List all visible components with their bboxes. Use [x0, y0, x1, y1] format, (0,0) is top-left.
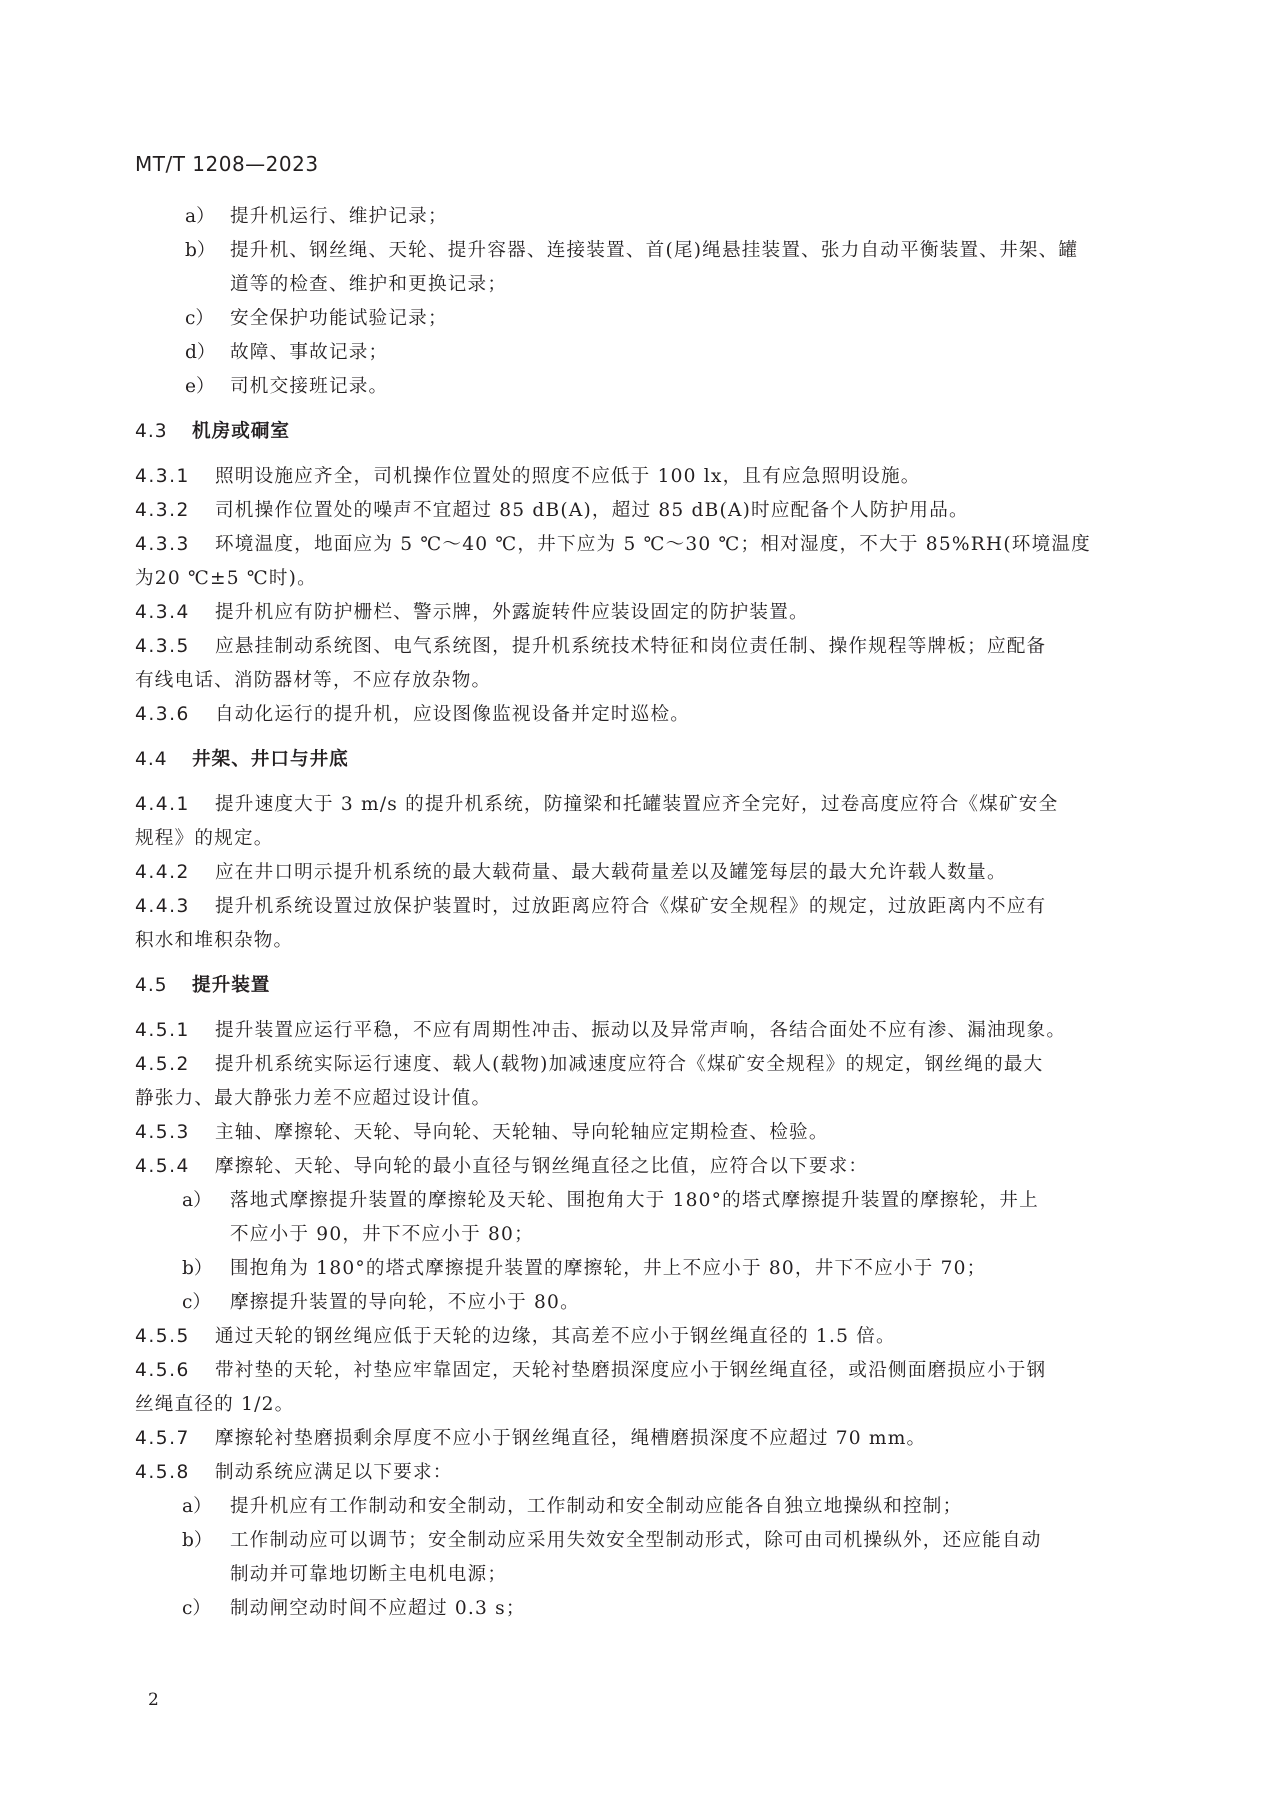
clause-text: 应悬挂制动系统图、电气系统图，提升机系统技术特征和岗位责任制、操作规程等牌板；应配备 — [215, 636, 1047, 657]
document-body — [135, 200, 1135, 1626]
list-text: 摩擦提升装置的导向轮，不应小于 80。 — [230, 1292, 580, 1313]
section-number: 4.5 — [135, 975, 168, 996]
clause-text: 提升机应有防护栅栏、警示牌，外露旋转件应装设固定的防护装置。 — [215, 602, 809, 623]
list-text: 落地式摩擦提升装置的摩擦轮及天轮、围抱角大于 180°的塔式摩擦提升装置的摩擦轮，井上 — [230, 1190, 1039, 1211]
section-title: 机房或硐室 — [192, 421, 290, 442]
clause-number: 4.5.6 — [135, 1360, 190, 1381]
section-heading — [135, 969, 1135, 1003]
list-label: a） — [182, 1496, 212, 1517]
list-item — [135, 200, 1135, 234]
clause — [135, 1116, 1135, 1150]
list-item — [135, 302, 1135, 336]
clause-text: 提升装置应运行平稳，不应有周期性冲击、振动以及异常声响，各结合面处不应有渗、漏油现象。 — [215, 1020, 1067, 1041]
clause-number: 4.3.1 — [135, 466, 190, 487]
list-text: 司机交接班记录。 — [230, 376, 389, 397]
standard-code-header: MT/T 1208—2023 — [135, 152, 319, 176]
clause-text: 环境温度，地面应为 5 ℃～40 ℃，井下应为 5 ℃～30 ℃；相对湿度，不大于 85%RH(环境温度 — [215, 534, 1091, 555]
clause-text: 应在井口明示提升机系统的最大载荷量、最大载荷量差以及罐笼每层的最大允许载人数量。 — [215, 862, 1007, 883]
clause-continuation: 丝绳直径的 1/2。 — [135, 1394, 295, 1415]
list-label: b） — [182, 1258, 213, 1279]
list-item — [135, 1490, 1135, 1524]
clause-text: 通过天轮的钢丝绳应低于天轮的边缘，其高差不应小于钢丝绳直径的 1.5 倍。 — [215, 1326, 896, 1347]
section-heading — [135, 743, 1135, 777]
clause — [135, 1150, 1135, 1184]
section-number: 4.4 — [135, 749, 168, 770]
list-text: 制动闸空动时间不应超过 0.3 s； — [230, 1598, 526, 1619]
clause-text: 提升机系统实际运行速度、载人(载物)加减速度应符合《煤矿安全规程》的规定，钢丝绳的最大 — [215, 1054, 1044, 1075]
list-text: 提升机运行、维护记录； — [230, 206, 448, 227]
list-item — [135, 336, 1135, 370]
clause-number: 4.3.2 — [135, 500, 190, 521]
list-text: 提升机、钢丝绳、天轮、提升容器、连接装置、首(尾)绳悬挂装置、张力自动平衡装置、井架、罐 — [230, 240, 1079, 261]
list-label: e） — [185, 376, 215, 397]
clause-continuation: 规程》的规定。 — [135, 828, 274, 849]
list-item — [135, 1592, 1135, 1626]
clause-number: 4.3.4 — [135, 602, 190, 623]
list-item-continuation: 道等的检查、维护和更换记录； — [230, 274, 508, 295]
clause — [135, 698, 1135, 732]
clause-text: 摩擦轮衬垫磨损剩余厚度不应小于钢丝绳直径，绳槽磨损深度不应超过 70 mm。 — [215, 1428, 927, 1449]
clause-text: 提升机系统设置过放保护装置时，过放距离应符合《煤矿安全规程》的规定，过放距离内不应有 — [215, 896, 1047, 917]
list-label: c） — [182, 1292, 212, 1313]
clause — [135, 1422, 1135, 1456]
list-item-continuation: 制动并可靠地切断主电机电源； — [230, 1564, 508, 1585]
clause — [135, 890, 1135, 924]
clause — [135, 856, 1135, 890]
list-item-continuation: 不应小于 90，井下不应小于 80； — [230, 1224, 534, 1245]
section-title: 井架、井口与井底 — [192, 749, 349, 770]
clause-continuation: 为20 ℃±5 ℃时)。 — [135, 568, 317, 589]
clause — [135, 1354, 1135, 1388]
page-number: 2 — [148, 1690, 159, 1710]
clause — [135, 494, 1135, 528]
clause-number: 4.3.3 — [135, 534, 190, 555]
list-item — [135, 1524, 1135, 1558]
list-label: c） — [182, 1598, 212, 1619]
section-heading — [135, 415, 1135, 449]
clause-number: 4.4.2 — [135, 862, 190, 883]
clause-number: 4.5.1 — [135, 1020, 190, 1041]
clause-text: 摩擦轮、天轮、导向轮的最小直径与钢丝绳直径之比值，应符合以下要求： — [215, 1156, 869, 1177]
list-text: 故障、事故记录； — [230, 342, 389, 363]
clause — [135, 1320, 1135, 1354]
clause-text: 照明设施应齐全，司机操作位置处的照度不应低于 100 lx，且有应急照明设施。 — [215, 466, 921, 487]
list-item — [135, 1184, 1135, 1218]
list-text: 围抱角为 180°的塔式摩擦提升装置的摩擦轮，井上不应小于 80，井下不应小于 70； — [230, 1258, 987, 1279]
list-text: 提升机应有工作制动和安全制动，工作制动和安全制动应能各自独立地操纵和控制； — [230, 1496, 963, 1517]
clause-number: 4.5.2 — [135, 1054, 190, 1075]
clause-text: 主轴、摩擦轮、天轮、导向轮、天轮轴、导向轮轴应定期检查、检验。 — [215, 1122, 829, 1143]
list-text: 安全保护功能试验记录； — [230, 308, 448, 329]
clause-number: 4.5.5 — [135, 1326, 190, 1347]
clause — [135, 596, 1135, 630]
clause-text: 带衬垫的天轮，衬垫应牢靠固定，天轮衬垫磨损深度应小于钢丝绳直径，或沿侧面磨损应小于钢 — [215, 1360, 1047, 1381]
clause-text: 司机操作位置处的噪声不宜超过 85 dB(A)，超过 85 dB(A)时应配备个人防护用品。 — [215, 500, 969, 521]
list-item — [135, 1286, 1135, 1320]
clause-text: 提升速度大于 3 m/s 的提升机系统，防撞梁和托罐装置应齐全完好，过卷高度应符合《煤矿安全 — [215, 794, 1059, 815]
section-number: 4.3 — [135, 421, 168, 442]
clause-text: 制动系统应满足以下要求： — [215, 1462, 453, 1483]
clause-number: 4.4.3 — [135, 896, 190, 917]
clause — [135, 1048, 1135, 1082]
list-label: b） — [182, 1530, 213, 1551]
clause — [135, 528, 1135, 562]
list-label: c） — [185, 308, 215, 329]
clause-number: 4.5.3 — [135, 1122, 190, 1143]
clause-text: 自动化运行的提升机，应设图像监视设备并定时巡检。 — [215, 704, 691, 725]
list-text: 工作制动应可以调节；安全制动应采用失效安全型制动形式，除可由司机操纵外，还应能自动 — [230, 1530, 1042, 1551]
list-item — [135, 370, 1135, 404]
clause — [135, 460, 1135, 494]
clause-number: 4.5.8 — [135, 1462, 190, 1483]
list-item — [135, 234, 1135, 268]
clause-number: 4.5.4 — [135, 1156, 190, 1177]
list-label: a） — [182, 1190, 212, 1211]
clause-continuation: 有线电话、消防器材等，不应存放杂物。 — [135, 670, 492, 691]
list-label: b） — [185, 240, 216, 261]
section-title: 提升装置 — [192, 975, 271, 996]
list-item — [135, 1252, 1135, 1286]
clause — [135, 788, 1135, 822]
clause-number: 4.3.5 — [135, 636, 190, 657]
clause-number: 4.3.6 — [135, 704, 190, 725]
clause-continuation: 积水和堆积杂物。 — [135, 930, 294, 951]
clause-number: 4.5.7 — [135, 1428, 190, 1449]
clause-continuation: 静张力、最大静张力差不应超过设计值。 — [135, 1088, 492, 1109]
list-label: a） — [185, 206, 215, 227]
list-label: d） — [185, 342, 216, 363]
clause — [135, 630, 1135, 664]
clause — [135, 1014, 1135, 1048]
clause — [135, 1456, 1135, 1490]
clause-number: 4.4.1 — [135, 794, 190, 815]
